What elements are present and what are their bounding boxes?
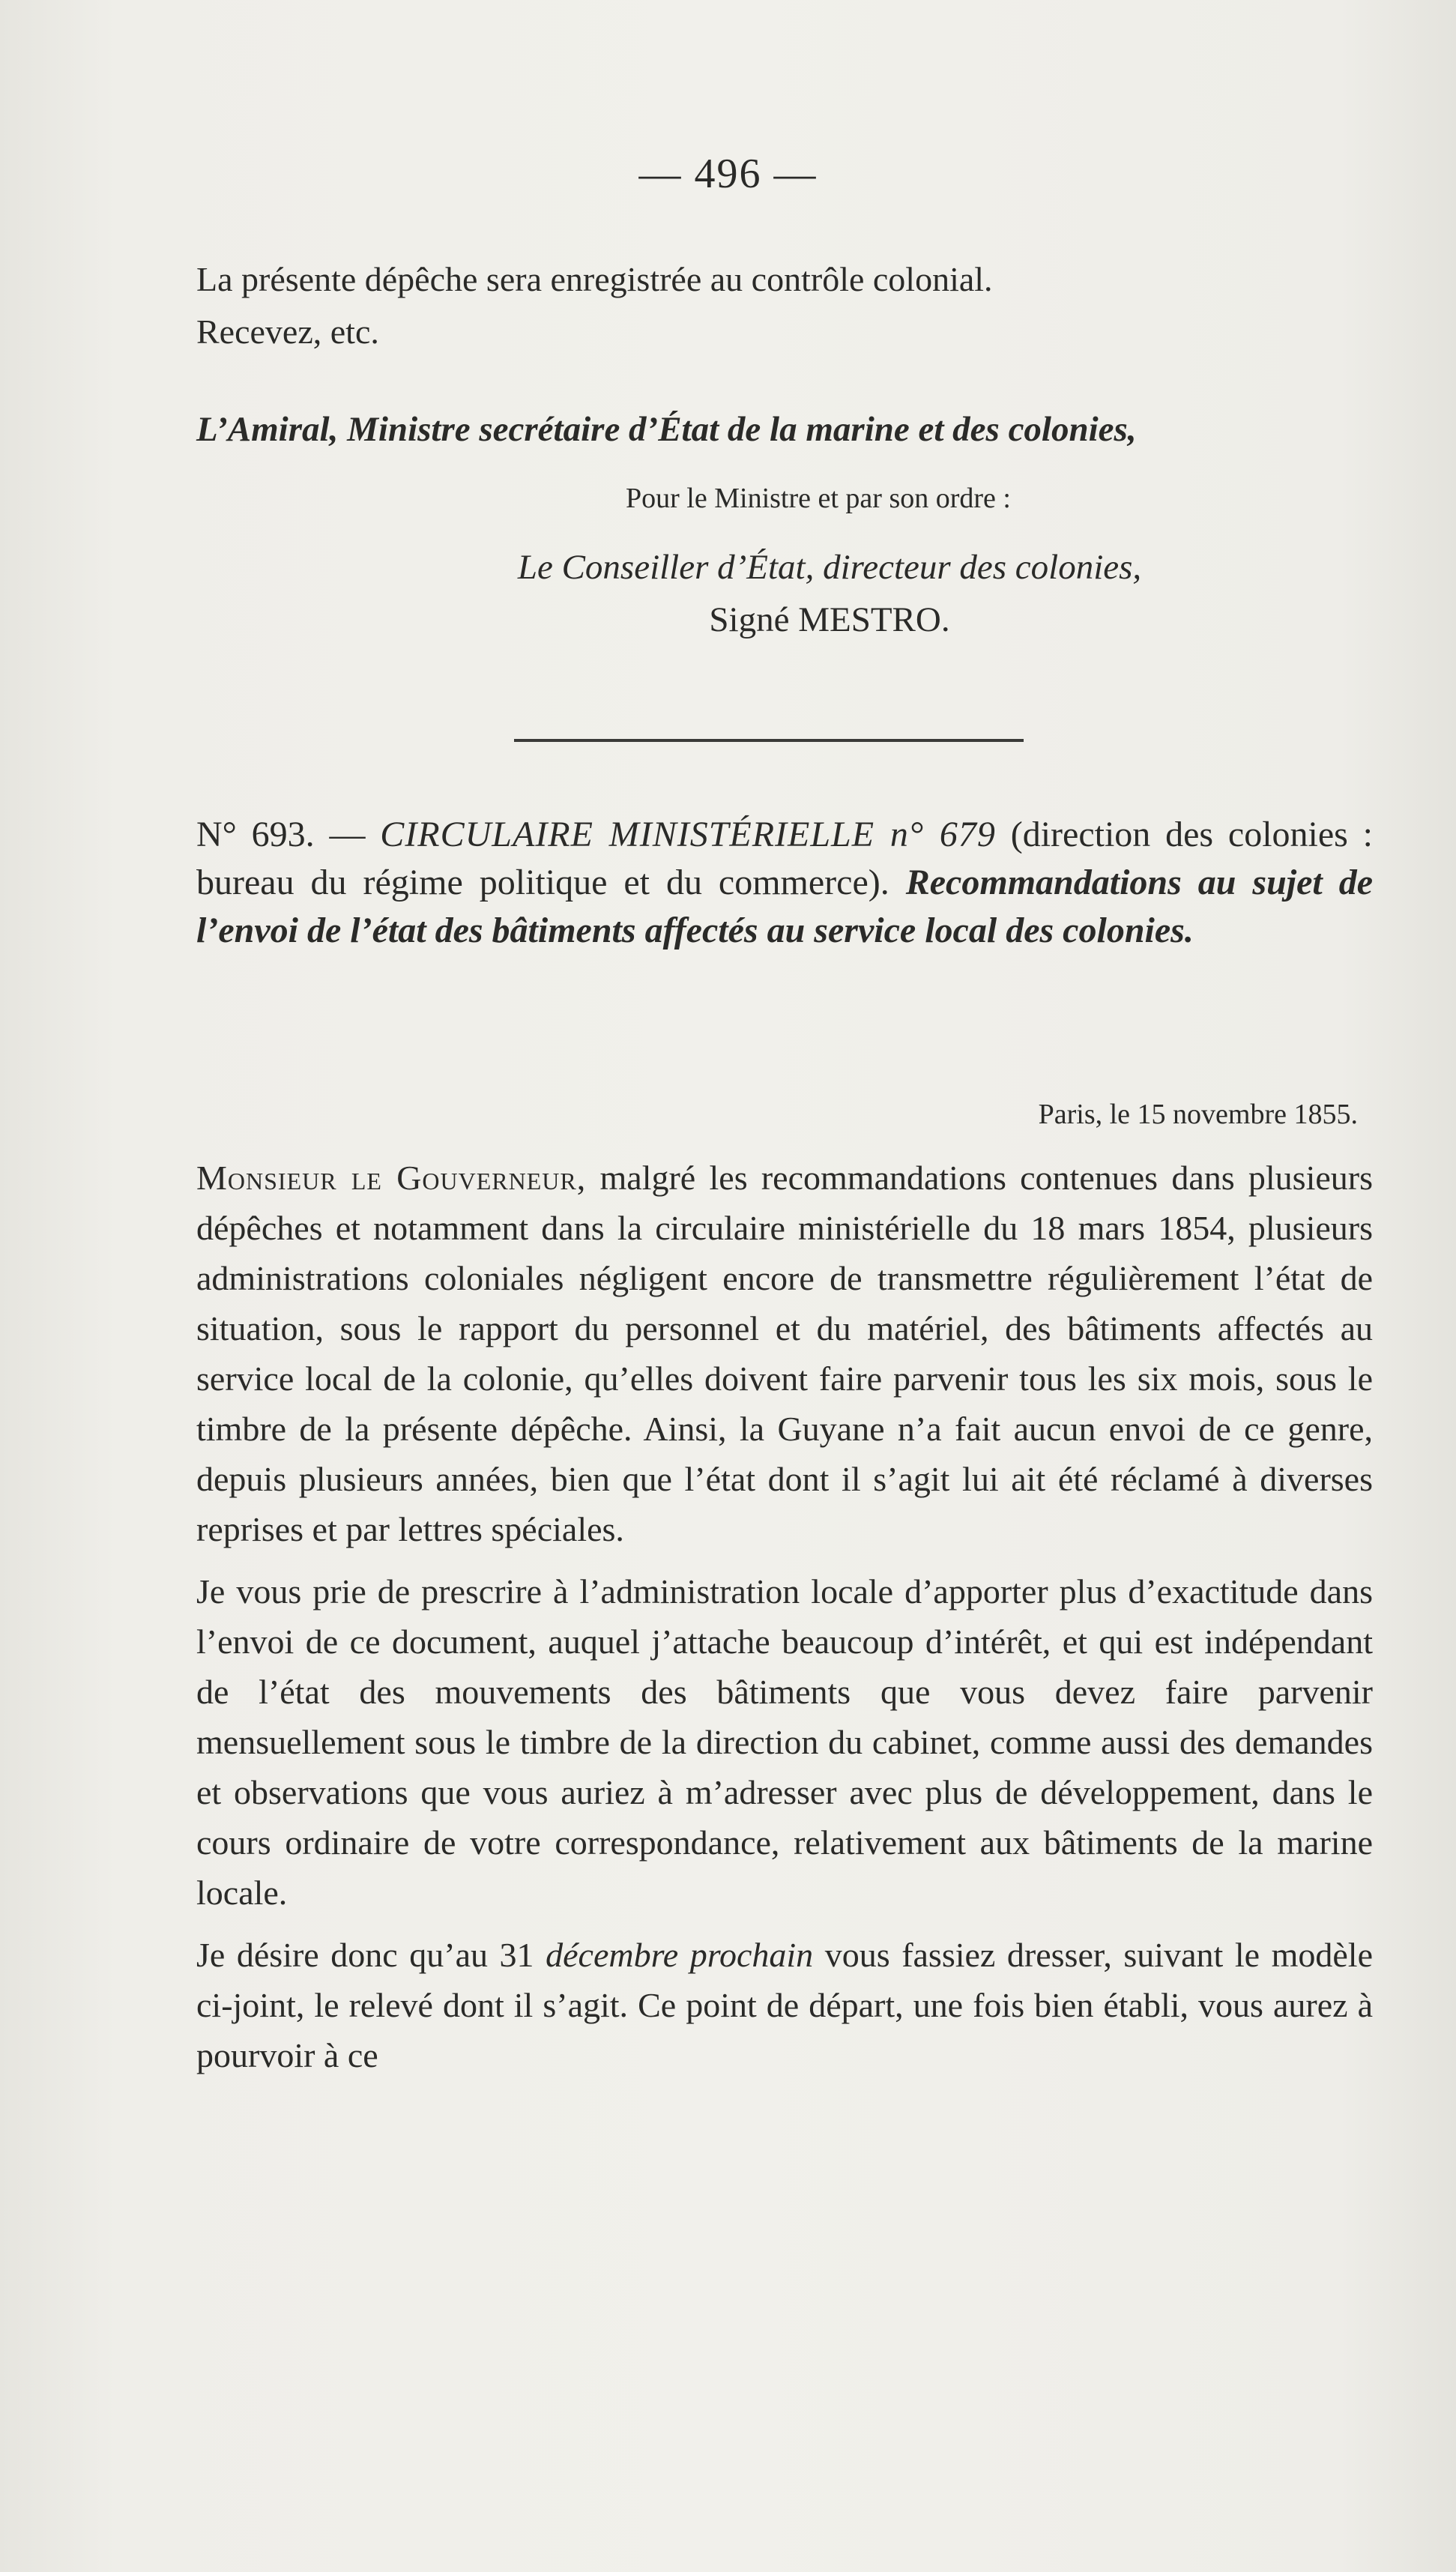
opening-line-2: Recevez, etc. xyxy=(196,313,379,351)
circular-subtitle: (direction des colonies : bureau du régime politique et du commerce). xyxy=(196,815,1374,902)
opening-block xyxy=(196,253,1373,358)
circular-subject: Recommandations au sujet de l’envoi de l’état des bâtiments affectés au service local des colonies. xyxy=(196,863,1374,950)
circular-heading xyxy=(196,811,1373,955)
opening-line-1: La présente dépêche sera enregistrée au contrôle colonial. xyxy=(196,260,993,298)
paragraph-3 xyxy=(196,1930,1373,2080)
by-order-line: Pour le Ministre et par son ordre : xyxy=(626,483,1011,514)
signed-name: Signé MESTRO. xyxy=(709,600,950,639)
circular-title: CIRCULAIRE MINISTÉRIELLE n° 679 xyxy=(380,815,996,854)
signature-block xyxy=(196,403,1373,646)
dateline: Paris, le 15 novembre 1855. xyxy=(1038,1099,1358,1130)
councillor-title: Le Conseiller d’État, directeur des colonies, xyxy=(517,548,1142,587)
dateline-block xyxy=(196,1088,1373,1141)
circular-number: N° 693. — xyxy=(196,815,366,854)
paragraph-3-date: décembre prochain xyxy=(546,1936,814,1974)
page-number: — 496 — xyxy=(638,151,818,197)
paragraph-3-text-a: Je désire donc qu’au 31 xyxy=(196,1936,534,1974)
minister-title: L’Amiral, Ministre secrétaire d’État de la marine et des colonies, xyxy=(196,410,1137,449)
paragraph-3-text-b: vous fassiez dresser, suivant le modèle ci-joint, le relevé dont il s’agit. Ce point de départ, une fois bien établi, vous aurez à pourvoir à ce xyxy=(196,1936,1373,2074)
salutation: Monsieur le Gouverneur, xyxy=(196,1159,587,1197)
letter-body xyxy=(196,1153,1373,2080)
section-divider xyxy=(514,739,1024,742)
paragraph-1 xyxy=(196,1153,1373,1554)
paragraph-1-text: malgré les recommandations contenues dans plusieurs dépêches et notamment dans la circulaire ministérielle du 18 mars 1854, plusieurs administrations coloniales négligent encore de transmettre régulièrement l’état de situation, sous le rapport du personnel et du matériel, des bâtiments affectés au service local de la colonie, qu’elles doivent faire parvenir tous les six mois, sous le timbre de la présente dépêche. Ainsi, la Guyane n’a fait aucun envoi de ce genre, depuis plusieurs années, bien que l’état dont il s’agit lui ait été réclamé à diverses reprises et par lettres spéciales. xyxy=(196,1159,1374,1548)
paragraph-2: Je vous prie de prescrire à l’administration locale d’apporter plus d’exactitude dans l’envoi de ce document, auquel j’attache beaucoup d’intérêt, et qui est indépendant de l’état des mouvements des bâtiments que vous devez faire parvenir mensuellement sous le timbre de la direction du cabinet, comme aussi des demandes et observations que vous auriez à m’adresser avec plus de développement, dans le cours ordinaire de votre correspondance, relativement aux bâtiments de la marine locale. xyxy=(196,1572,1373,1912)
